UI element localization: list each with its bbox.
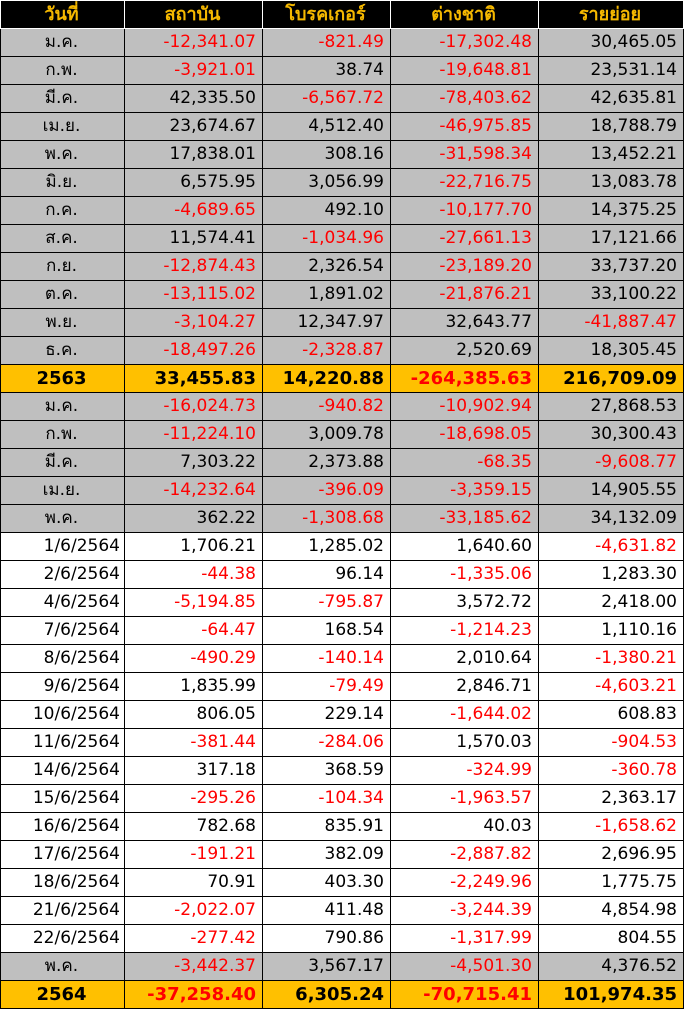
- row-label: 11/6/2564: [1, 729, 125, 757]
- cell-broker: -821.49: [263, 29, 391, 57]
- cell-retail: 27,868.53: [539, 393, 684, 421]
- cell-broker: -2,328.87: [263, 337, 391, 365]
- row-label: 16/6/2564: [1, 813, 125, 841]
- row-label: 15/6/2564: [1, 785, 125, 813]
- row-label: ก.พ.: [1, 57, 125, 85]
- row-label: 17/6/2564: [1, 841, 125, 869]
- cell-institution: -490.29: [125, 645, 263, 673]
- cell-foreign: -21,876.21: [391, 281, 539, 309]
- cell-broker: 1,891.02: [263, 281, 391, 309]
- cell-broker: 38.74: [263, 57, 391, 85]
- cell-broker: 368.59: [263, 757, 391, 785]
- row-label: พ.ค.: [1, 505, 125, 533]
- cell-retail: -1,380.21: [539, 645, 684, 673]
- cell-institution: 1,835.99: [125, 673, 263, 701]
- cell-institution: -191.21: [125, 841, 263, 869]
- cell-foreign: -22,716.75: [391, 169, 539, 197]
- row-label: 4/6/2564: [1, 589, 125, 617]
- row-label: พ.ย.: [1, 309, 125, 337]
- cell-broker: 168.54: [263, 617, 391, 645]
- table-body: [1, 29, 684, 1009]
- cell-foreign: -1,644.02: [391, 701, 539, 729]
- table-row: [1, 169, 684, 197]
- cell-institution: 1,706.21: [125, 533, 263, 561]
- cell-retail: 42,635.81: [539, 85, 684, 113]
- table-row: [1, 141, 684, 169]
- cell-retail: -9,608.77: [539, 449, 684, 477]
- cell-foreign: -1,335.06: [391, 561, 539, 589]
- table-row: [1, 617, 684, 645]
- cell-broker: -284.06: [263, 729, 391, 757]
- cell-institution: 42,335.50: [125, 85, 263, 113]
- cell-institution: -64.47: [125, 617, 263, 645]
- cell-foreign: -27,661.13: [391, 225, 539, 253]
- cell-institution: -12,874.43: [125, 253, 263, 281]
- cell-institution: -11,224.10: [125, 421, 263, 449]
- cell-retail: 4,854.98: [539, 897, 684, 925]
- cell-broker: 96.14: [263, 561, 391, 589]
- cell-institution: 23,674.67: [125, 113, 263, 141]
- row-label: 22/6/2564: [1, 925, 125, 953]
- cell-retail: 2,363.17: [539, 785, 684, 813]
- header-foreign: ต่างชาติ: [391, 1, 539, 29]
- cell-retail: 13,452.21: [539, 141, 684, 169]
- table-row: [1, 281, 684, 309]
- cell-broker: 229.14: [263, 701, 391, 729]
- cell-broker: 382.09: [263, 841, 391, 869]
- cell-institution: -295.26: [125, 785, 263, 813]
- cell-retail: 608.83: [539, 701, 684, 729]
- cell-institution: 11,574.41: [125, 225, 263, 253]
- table-row: [1, 869, 684, 897]
- row-label: 10/6/2564: [1, 701, 125, 729]
- cell-broker: -396.09: [263, 477, 391, 505]
- cell-institution: -381.44: [125, 729, 263, 757]
- cell-broker: 308.16: [263, 141, 391, 169]
- cell-retail: 4,376.52: [539, 953, 684, 981]
- cell-institution: -44.38: [125, 561, 263, 589]
- cell-foreign: -2,887.82: [391, 841, 539, 869]
- cell-broker: -940.82: [263, 393, 391, 421]
- row-label: พ.ค.: [1, 953, 125, 981]
- cell-retail: -360.78: [539, 757, 684, 785]
- table-row: [1, 953, 684, 981]
- row-label: ธ.ค.: [1, 337, 125, 365]
- table-row: [1, 309, 684, 337]
- row-label: 18/6/2564: [1, 869, 125, 897]
- cell-institution: 7,303.22: [125, 449, 263, 477]
- cell-broker: 2,373.88: [263, 449, 391, 477]
- cell-broker: 411.48: [263, 897, 391, 925]
- cell-broker: 1,285.02: [263, 533, 391, 561]
- cell-retail: 1,283.30: [539, 561, 684, 589]
- cell-foreign: 2,010.64: [391, 645, 539, 673]
- table-row: [1, 841, 684, 869]
- cell-foreign: -19,648.81: [391, 57, 539, 85]
- cell-institution: 70.91: [125, 869, 263, 897]
- table-row: [1, 225, 684, 253]
- header-retail: รายย่อย: [539, 1, 684, 29]
- cell-foreign: 2,520.69: [391, 337, 539, 365]
- table-row: [1, 505, 684, 533]
- row-label: มี.ค.: [1, 85, 125, 113]
- cell-institution: 806.05: [125, 701, 263, 729]
- cell-broker: 3,056.99: [263, 169, 391, 197]
- cell-institution: -18,497.26: [125, 337, 263, 365]
- cell-retail: 14,375.25: [539, 197, 684, 225]
- cell-broker: 790.86: [263, 925, 391, 953]
- cell-broker: 403.30: [263, 869, 391, 897]
- row-label: 2/6/2564: [1, 561, 125, 589]
- cell-foreign: -10,902.94: [391, 393, 539, 421]
- table-row: [1, 29, 684, 57]
- cell-foreign: -31,598.34: [391, 141, 539, 169]
- cell-broker: -104.34: [263, 785, 391, 813]
- cell-retail: -4,631.82: [539, 533, 684, 561]
- table-row: [1, 421, 684, 449]
- cell-foreign: -70,715.41: [391, 981, 539, 1009]
- cell-retail: -1,658.62: [539, 813, 684, 841]
- row-label: 14/6/2564: [1, 757, 125, 785]
- cell-broker: -79.49: [263, 673, 391, 701]
- cell-retail: -904.53: [539, 729, 684, 757]
- cell-retail: 2,696.95: [539, 841, 684, 869]
- cell-retail: 33,737.20: [539, 253, 684, 281]
- cell-retail: 216,709.09: [539, 365, 684, 393]
- cell-retail: -4,603.21: [539, 673, 684, 701]
- cell-foreign: -264,385.63: [391, 365, 539, 393]
- cell-institution: -37,258.40: [125, 981, 263, 1009]
- cell-retail: -41,887.47: [539, 309, 684, 337]
- cell-foreign: -324.99: [391, 757, 539, 785]
- cell-institution: -2,022.07: [125, 897, 263, 925]
- table-row: [1, 757, 684, 785]
- cell-broker: 835.91: [263, 813, 391, 841]
- cell-retail: 23,531.14: [539, 57, 684, 85]
- cell-foreign: -3,359.15: [391, 477, 539, 505]
- row-label: 2564: [1, 981, 125, 1009]
- cell-institution: -3,921.01: [125, 57, 263, 85]
- row-label: เม.ย.: [1, 113, 125, 141]
- total-row: [1, 365, 684, 393]
- cell-retail: 30,465.05: [539, 29, 684, 57]
- cell-retail: 101,974.35: [539, 981, 684, 1009]
- cell-institution: -16,024.73: [125, 393, 263, 421]
- row-label: ก.พ.: [1, 421, 125, 449]
- cell-broker: 3,009.78: [263, 421, 391, 449]
- table-header: [1, 1, 684, 29]
- row-label: ก.ย.: [1, 253, 125, 281]
- row-label: ม.ค.: [1, 393, 125, 421]
- cell-foreign: -10,177.70: [391, 197, 539, 225]
- cell-foreign: 40.03: [391, 813, 539, 841]
- cell-retail: 1,110.16: [539, 617, 684, 645]
- cell-retail: 17,121.66: [539, 225, 684, 253]
- table-row: [1, 925, 684, 953]
- cell-foreign: -4,501.30: [391, 953, 539, 981]
- header-broker: โบรคเกอร์: [263, 1, 391, 29]
- cell-foreign: 1,570.03: [391, 729, 539, 757]
- row-label: ส.ค.: [1, 225, 125, 253]
- table-row: [1, 673, 684, 701]
- cell-foreign: 32,643.77: [391, 309, 539, 337]
- cell-institution: 33,455.83: [125, 365, 263, 393]
- cell-foreign: -78,403.62: [391, 85, 539, 113]
- cell-foreign: -1,317.99: [391, 925, 539, 953]
- cell-institution: -277.42: [125, 925, 263, 953]
- cell-foreign: -18,698.05: [391, 421, 539, 449]
- cell-broker: -1,308.68: [263, 505, 391, 533]
- row-label: มี.ค.: [1, 449, 125, 477]
- cell-retail: 33,100.22: [539, 281, 684, 309]
- cell-foreign: -68.35: [391, 449, 539, 477]
- cell-broker: 14,220.88: [263, 365, 391, 393]
- cell-foreign: 3,572.72: [391, 589, 539, 617]
- cell-institution: 782.68: [125, 813, 263, 841]
- cell-broker: 12,347.97: [263, 309, 391, 337]
- cell-institution: -12,341.07: [125, 29, 263, 57]
- table-row: [1, 589, 684, 617]
- table-row: [1, 785, 684, 813]
- cell-broker: -140.14: [263, 645, 391, 673]
- cell-foreign: -1,963.57: [391, 785, 539, 813]
- row-label: พ.ค.: [1, 141, 125, 169]
- total-row: [1, 981, 684, 1009]
- table-row: [1, 533, 684, 561]
- cell-institution: -5,194.85: [125, 589, 263, 617]
- table-row: [1, 729, 684, 757]
- cell-institution: -4,689.65: [125, 197, 263, 225]
- cell-institution: -14,232.64: [125, 477, 263, 505]
- cell-foreign: 2,846.71: [391, 673, 539, 701]
- cell-broker: 6,305.24: [263, 981, 391, 1009]
- row-label: 2563: [1, 365, 125, 393]
- cell-foreign: -1,214.23: [391, 617, 539, 645]
- table-row: [1, 253, 684, 281]
- cell-foreign: 1,640.60: [391, 533, 539, 561]
- table-row: [1, 645, 684, 673]
- cell-institution: 6,575.95: [125, 169, 263, 197]
- cell-broker: 492.10: [263, 197, 391, 225]
- cell-institution: -3,442.37: [125, 953, 263, 981]
- cell-retail: 34,132.09: [539, 505, 684, 533]
- header-date: วันที่: [1, 1, 125, 29]
- row-label: 1/6/2564: [1, 533, 125, 561]
- row-label: ต.ค.: [1, 281, 125, 309]
- table-row: [1, 113, 684, 141]
- row-label: ก.ค.: [1, 197, 125, 225]
- cell-foreign: -33,185.62: [391, 505, 539, 533]
- cell-foreign: -23,189.20: [391, 253, 539, 281]
- table-row: [1, 561, 684, 589]
- table-row: [1, 701, 684, 729]
- header-institution: สถาบัน: [125, 1, 263, 29]
- header-row: [1, 1, 684, 29]
- cell-broker: 2,326.54: [263, 253, 391, 281]
- table-row: [1, 197, 684, 225]
- row-label: 21/6/2564: [1, 897, 125, 925]
- cell-retail: 30,300.43: [539, 421, 684, 449]
- cell-foreign: -46,975.85: [391, 113, 539, 141]
- table-row: [1, 477, 684, 505]
- table-row: [1, 449, 684, 477]
- cell-institution: -3,104.27: [125, 309, 263, 337]
- cell-institution: 17,838.01: [125, 141, 263, 169]
- cell-broker: 3,567.17: [263, 953, 391, 981]
- row-label: 9/6/2564: [1, 673, 125, 701]
- cell-foreign: -3,244.39: [391, 897, 539, 925]
- cell-broker: -6,567.72: [263, 85, 391, 113]
- cell-institution: -13,115.02: [125, 281, 263, 309]
- cell-institution: 317.18: [125, 757, 263, 785]
- cell-retail: 18,788.79: [539, 113, 684, 141]
- cell-retail: 13,083.78: [539, 169, 684, 197]
- table-row: [1, 57, 684, 85]
- table-row: [1, 393, 684, 421]
- table-row: [1, 85, 684, 113]
- row-label: มิ.ย.: [1, 169, 125, 197]
- cell-retail: 804.55: [539, 925, 684, 953]
- cell-retail: 18,305.45: [539, 337, 684, 365]
- cell-retail: 2,418.00: [539, 589, 684, 617]
- row-label: 8/6/2564: [1, 645, 125, 673]
- table-row: [1, 813, 684, 841]
- cell-broker: -795.87: [263, 589, 391, 617]
- row-label: 7/6/2564: [1, 617, 125, 645]
- cell-foreign: -2,249.96: [391, 869, 539, 897]
- cell-foreign: -17,302.48: [391, 29, 539, 57]
- row-label: เม.ย.: [1, 477, 125, 505]
- cell-institution: 362.22: [125, 505, 263, 533]
- cell-retail: 14,905.55: [539, 477, 684, 505]
- cell-retail: 1,775.75: [539, 869, 684, 897]
- table-row: [1, 897, 684, 925]
- cell-broker: 4,512.40: [263, 113, 391, 141]
- cell-broker: -1,034.96: [263, 225, 391, 253]
- row-label: ม.ค.: [1, 29, 125, 57]
- table-row: [1, 337, 684, 365]
